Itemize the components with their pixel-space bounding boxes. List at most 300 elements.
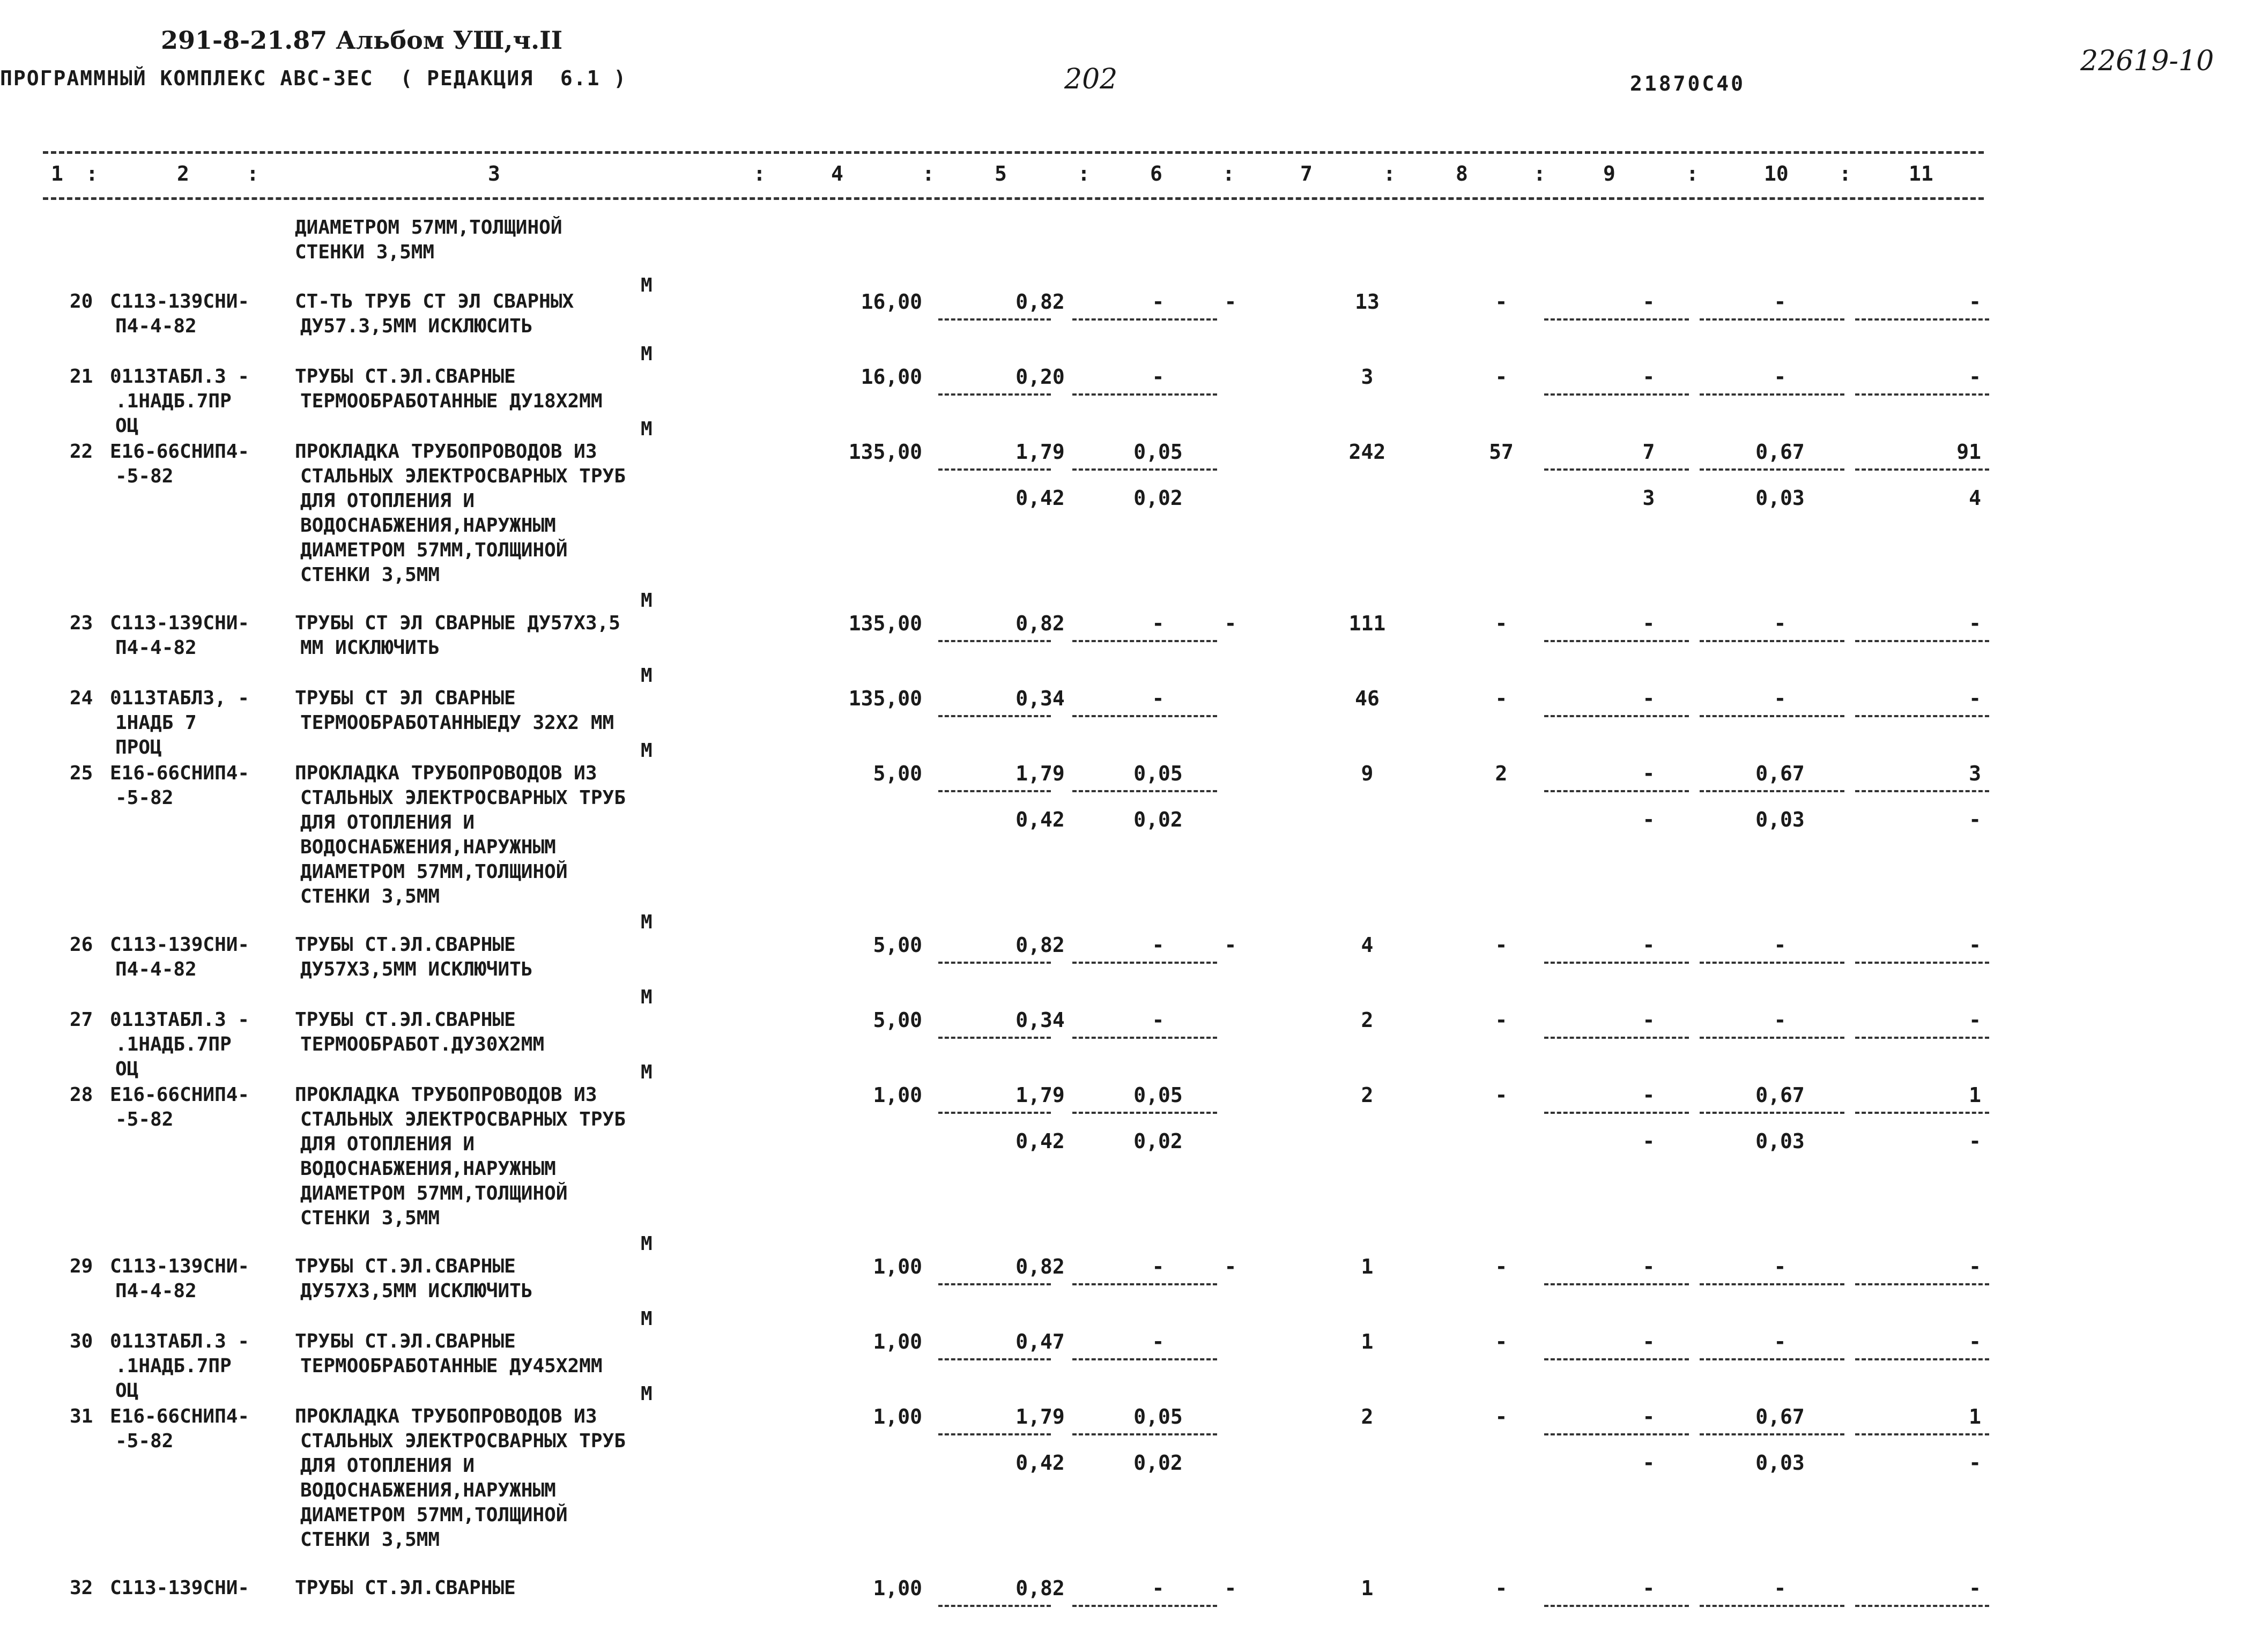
col-5-value-2: 0,42 [1015, 1129, 1065, 1153]
sub-rule [1544, 1605, 1689, 1607]
col-10-value: 0,67 [1755, 1083, 1805, 1107]
sub-rule [1855, 1283, 1989, 1285]
sub-rule [1700, 1358, 1844, 1360]
sub-rule [1544, 790, 1689, 792]
col-9-value-2: - [1642, 1129, 1655, 1153]
column-separator: : [922, 162, 935, 185]
unit-marker: М [641, 418, 653, 440]
row-number: 32 [70, 1577, 93, 1599]
sub-rule [1700, 1433, 1844, 1435]
sub-rule [1855, 468, 1989, 471]
norm-code: 0113ТАБЛ.3 - [110, 366, 250, 388]
col-4-quantity: 5,00 [873, 933, 922, 957]
sub-rule [938, 1037, 1051, 1039]
sub-rule [1700, 640, 1844, 642]
work-description: ДИАМЕТРОМ 57ММ,ТОЛЩИНОЙ [300, 1182, 568, 1204]
col-6-extra: - [1224, 612, 1237, 635]
column-header-4: 4 [831, 162, 843, 185]
col-11-value: 3 [1969, 762, 1981, 785]
sub-rule [1544, 1433, 1689, 1435]
norm-code: С113-139СНИ- [110, 291, 250, 312]
work-description: ВОДОСНАБЖЕНИЯ,НАРУЖНЫМ [300, 836, 556, 858]
sub-rule [1072, 468, 1217, 471]
row-number: 25 [70, 762, 93, 784]
col-11-value-2: - [1969, 1451, 1981, 1475]
unit-marker: М [641, 986, 653, 1008]
unit-marker: М [641, 665, 653, 687]
sub-rule [1544, 962, 1689, 964]
col-10-value: - [1774, 687, 1786, 710]
col-6-value: 0,05 [1133, 1405, 1183, 1428]
col-7-value: 3 [1361, 365, 1374, 389]
col-9-value: - [1642, 365, 1655, 389]
sub-rule [1072, 1112, 1217, 1114]
work-description: ТРУБЫ СТ ЭЛ СВАРНЫЕ [295, 687, 516, 709]
col-9-value: - [1642, 762, 1655, 785]
column-header-6: 6 [1150, 162, 1162, 185]
sub-rule [1700, 962, 1844, 964]
unit-marker: М [641, 911, 653, 933]
col-5-value: 0,82 [1015, 1576, 1065, 1600]
col-5-value: 1,79 [1015, 762, 1065, 785]
row-number: 20 [70, 291, 93, 312]
column-header-3: 3 [488, 162, 500, 185]
sub-rule [938, 318, 1051, 321]
col-8-value: - [1495, 1255, 1508, 1278]
col-11-value: - [1969, 687, 1981, 710]
col-9-value: - [1642, 612, 1655, 635]
col-4-quantity: 1,00 [873, 1405, 922, 1428]
col-11-value: - [1969, 290, 1981, 314]
work-description: ТЕРМООБРАБОТ.ДУ30Х2ММ [300, 1033, 545, 1055]
col-11-value: 1 [1969, 1083, 1981, 1107]
work-description: СТЕНКИ 3,5ММ [300, 1529, 440, 1551]
row-number: 30 [70, 1330, 93, 1352]
continuation-line: СТЕНКИ 3,5ММ [295, 241, 435, 263]
col-10-value: - [1774, 933, 1786, 957]
col-6-value: 0,05 [1133, 1083, 1183, 1107]
sub-rule [938, 962, 1051, 964]
sub-rule [938, 640, 1051, 642]
col-4-quantity: 1,00 [873, 1255, 922, 1278]
col-10-value: - [1774, 612, 1786, 635]
unit-marker: М [641, 343, 653, 365]
work-description: ТРУБЫ СТ.ЭЛ.СВАРНЫЕ [295, 934, 516, 956]
col-6-value: 0,05 [1133, 440, 1183, 464]
unit-marker: М [641, 1308, 653, 1330]
column-header-9: 9 [1603, 162, 1615, 185]
col-4-quantity: 135,00 [848, 687, 922, 710]
col-7-value: 9 [1361, 762, 1374, 785]
album-title: 291-8-21.87 Альбом УШ,ч.II [161, 26, 563, 55]
col-6-value: - [1152, 365, 1165, 389]
work-description: СТЕНКИ 3,5ММ [300, 564, 440, 586]
col-10-value: - [1774, 1255, 1786, 1278]
norm-code: Е16-66СНИП4- [110, 441, 250, 463]
row-number: 27 [70, 1009, 93, 1031]
norm-code: Е16-66СНИП4- [110, 1084, 250, 1106]
sub-rule [1855, 640, 1989, 642]
sub-rule [1544, 715, 1689, 717]
sub-rule [1072, 393, 1217, 396]
column-separator: : [1533, 162, 1546, 185]
col-6-extra: - [1224, 1255, 1237, 1278]
sub-rule [1072, 1358, 1217, 1360]
col-6-value-2: 0,02 [1133, 486, 1183, 510]
sub-rule [1544, 1037, 1689, 1039]
unit-marker: М [641, 590, 653, 612]
sub-rule [1544, 1283, 1689, 1285]
document-id: 21870С40 [1630, 72, 1746, 95]
col-6-value: - [1152, 1255, 1165, 1278]
norm-code: -5-82 [115, 787, 174, 809]
work-description: ПРОКЛАДКА ТРУБОПРОВОДОВ ИЗ [295, 1405, 597, 1427]
work-description: ДИАМЕТРОМ 57ММ,ТОЛЩИНОЙ [300, 539, 568, 561]
col-11-value: - [1969, 612, 1981, 635]
norm-code: ОЦ [115, 1058, 139, 1080]
col-10-value-2: 0,03 [1755, 486, 1805, 510]
col-8-value: - [1495, 687, 1508, 710]
col-6-value: - [1152, 1576, 1165, 1600]
sub-rule [1072, 318, 1217, 321]
column-header-8: 8 [1456, 162, 1468, 185]
column-separator: : [1383, 162, 1396, 185]
col-7-value: 111 [1348, 612, 1386, 635]
col-9-value: - [1642, 1008, 1655, 1032]
col-10-value: - [1774, 365, 1786, 389]
norm-code: П4-4-82 [115, 1280, 197, 1302]
work-description: ТРУБЫ СТ.ЭЛ.СВАРНЫЕ [295, 1009, 516, 1031]
col-5-value: 0,20 [1015, 365, 1065, 389]
col-8-value: - [1495, 1576, 1508, 1600]
col-6-value-2: 0,02 [1133, 808, 1183, 831]
col-11-value-2: - [1969, 808, 1981, 831]
sub-rule [1072, 1037, 1217, 1039]
continuation-line: ДИАМЕТРОМ 57ММ,ТОЛЩИНОЙ [295, 217, 562, 239]
col-5-value-2: 0,42 [1015, 486, 1065, 510]
work-description: ДЛЯ ОТОПЛЕНИЯ И [300, 490, 475, 512]
sub-rule [1544, 468, 1689, 471]
unit-marker: М [641, 274, 653, 296]
norm-code: -5-82 [115, 465, 174, 487]
col-7-value: 1 [1361, 1330, 1374, 1353]
page-number: 202 [1064, 63, 1118, 95]
sub-rule [1855, 715, 1989, 717]
col-7-value: 4 [1361, 933, 1374, 957]
norm-code: ПРОЦ [115, 736, 162, 758]
col-9-value-2: - [1642, 808, 1655, 831]
sub-rule [1072, 1433, 1217, 1435]
col-9-value: 7 [1642, 440, 1655, 464]
col-11-value-2: - [1969, 1129, 1981, 1153]
sub-rule [938, 393, 1051, 396]
work-description: ВОДОСНАБЖЕНИЯ,НАРУЖНЫМ [300, 1479, 556, 1501]
col-4-quantity: 5,00 [873, 1008, 922, 1032]
sub-rule [1700, 1037, 1844, 1039]
col-4-quantity: 5,00 [873, 762, 922, 785]
work-description: ПРОКЛАДКА ТРУБОПРОВОДОВ ИЗ [295, 762, 597, 784]
column-separator: : [247, 162, 259, 185]
col-6-value-2: 0,02 [1133, 1129, 1183, 1153]
col-6-value: - [1152, 687, 1165, 710]
work-description: СТЕНКИ 3,5ММ [300, 885, 440, 907]
work-description: ПРОКЛАДКА ТРУБОПРОВОДОВ ИЗ [295, 441, 597, 463]
col-4-quantity: 1,00 [873, 1576, 922, 1600]
row-number: 28 [70, 1084, 93, 1106]
col-5-value: 1,79 [1015, 440, 1065, 464]
col-5-value: 0,47 [1015, 1330, 1065, 1353]
work-description: СТАЛЬНЫХ ЭЛЕКТРОСВАРНЫХ ТРУБ [300, 1108, 626, 1130]
col-9-value: - [1642, 933, 1655, 957]
sub-rule [938, 1358, 1051, 1360]
col-6-value: - [1152, 933, 1165, 957]
col-6-value: - [1152, 290, 1165, 314]
col-10-value: - [1774, 1576, 1786, 1600]
norm-code: ОЦ [115, 415, 139, 437]
row-number: 31 [70, 1405, 93, 1427]
column-separator: : [1078, 162, 1090, 185]
work-description: СТАЛЬНЫХ ЭЛЕКТРОСВАРНЫХ ТРУБ [300, 1430, 626, 1452]
col-11-value: 91 [1956, 440, 1981, 464]
col-5-value: 0,82 [1015, 290, 1065, 314]
sub-rule [1544, 318, 1689, 321]
sub-rule [1855, 962, 1989, 964]
sub-rule [1700, 715, 1844, 717]
sub-rule [1855, 393, 1989, 396]
col-5-value-2: 0,42 [1015, 808, 1065, 831]
header-rule-top [43, 151, 1984, 154]
norm-code: -5-82 [115, 1430, 174, 1452]
col-6-extra: - [1224, 1576, 1237, 1600]
sub-rule [1072, 1283, 1217, 1285]
sub-rule [1072, 790, 1217, 792]
work-description: ТЕРМООБРАБОТАННЫЕ ДУ18Х2ММ [300, 390, 603, 412]
column-separator: : [86, 162, 98, 185]
col-8-value: - [1495, 933, 1508, 957]
col-8-value: - [1495, 612, 1508, 635]
work-description: ДЛЯ ОТОПЛЕНИЯ И [300, 1133, 475, 1155]
col-10-value-2: 0,03 [1755, 808, 1805, 831]
work-description: СТЕНКИ 3,5ММ [300, 1207, 440, 1229]
sub-rule [1855, 790, 1989, 792]
norm-code: 0113ТАБЛ.3 - [110, 1009, 250, 1031]
sub-rule [938, 468, 1051, 471]
sub-rule [938, 1433, 1051, 1435]
col-5-value: 1,79 [1015, 1083, 1065, 1107]
col-5-value: 1,79 [1015, 1405, 1065, 1428]
sub-rule [1855, 1433, 1989, 1435]
column-header-1: 1 [51, 162, 63, 185]
column-separator: : [1839, 162, 1851, 185]
norm-code: 0113ТАБЛ.3 - [110, 1330, 250, 1352]
unit-marker: М [641, 1383, 653, 1405]
column-header-11: 11 [1909, 162, 1933, 185]
norm-code: 0113ТАБЛ3, - [110, 687, 250, 709]
col-10-value: 0,67 [1755, 1405, 1805, 1428]
col-11-value: - [1969, 1008, 1981, 1032]
col-11-value: - [1969, 1576, 1981, 1600]
sub-rule [1700, 1112, 1844, 1114]
sub-rule [938, 1605, 1051, 1607]
col-4-quantity: 135,00 [848, 612, 922, 635]
col-4-quantity: 1,00 [873, 1083, 922, 1107]
sub-rule [1700, 318, 1844, 321]
unit-marker: М [641, 740, 653, 762]
row-number: 29 [70, 1255, 93, 1277]
col-5-value: 0,82 [1015, 933, 1065, 957]
sub-rule [1855, 1605, 1989, 1607]
norm-code: .1НАДБ.7ПР [115, 1355, 232, 1377]
header-rule-bottom [43, 197, 1984, 200]
col-9-value: - [1642, 687, 1655, 710]
column-header-7: 7 [1300, 162, 1313, 185]
col-8-value: - [1495, 1008, 1508, 1032]
col-4-quantity: 1,00 [873, 1330, 922, 1353]
norm-code: 1НАДБ 7 [115, 712, 197, 734]
col-5-value: 0,82 [1015, 612, 1065, 635]
col-10-value: - [1774, 290, 1786, 314]
norm-code: С113-139СНИ- [110, 1577, 250, 1599]
sub-rule [1700, 393, 1844, 396]
work-description: СТАЛЬНЫХ ЭЛЕКТРОСВАРНЫХ ТРУБ [300, 787, 626, 809]
work-description: ТРУБЫ СТ.ЭЛ.СВАРНЫЕ [295, 1255, 516, 1277]
col-5-value-2: 0,42 [1015, 1451, 1065, 1475]
col-7-value: 1 [1361, 1255, 1374, 1278]
sub-rule [1700, 1605, 1844, 1607]
sub-rule [938, 790, 1051, 792]
work-description: ТРУБЫ СТ.ЭЛ.СВАРНЫЕ [295, 1577, 516, 1599]
work-description: ДЛЯ ОТОПЛЕНИЯ И [300, 1455, 475, 1477]
col-8-value: 2 [1495, 762, 1508, 785]
column-separator: : [1686, 162, 1699, 185]
col-8-value: - [1495, 1330, 1508, 1353]
work-description: ВОДОСНАБЖЕНИЯ,НАРУЖНЫМ [300, 1158, 556, 1180]
column-separator: : [1222, 162, 1235, 185]
col-4-quantity: 16,00 [861, 365, 922, 389]
col-5-value: 0,34 [1015, 687, 1065, 710]
col-8-value: 57 [1489, 440, 1514, 464]
sub-rule [938, 1112, 1051, 1114]
col-9-value-2: - [1642, 1451, 1655, 1475]
sub-rule [1700, 790, 1844, 792]
col-9-value-2: 3 [1642, 486, 1655, 510]
sub-rule [938, 715, 1051, 717]
col-9-value: - [1642, 1576, 1655, 1600]
sub-rule [1855, 1112, 1989, 1114]
col-4-quantity: 16,00 [861, 290, 922, 314]
norm-code: С113-139СНИ- [110, 934, 250, 956]
sub-rule [1072, 962, 1217, 964]
col-7-value: 13 [1355, 290, 1380, 314]
col-7-value: 242 [1348, 440, 1386, 464]
col-7-value: 46 [1355, 687, 1380, 710]
col-10-value: 0,67 [1755, 440, 1805, 464]
col-9-value: - [1642, 290, 1655, 314]
work-description: ДЛЯ ОТОПЛЕНИЯ И [300, 812, 475, 834]
norm-code: П4-4-82 [115, 637, 197, 659]
col-9-value: - [1642, 1083, 1655, 1107]
col-11-value: - [1969, 365, 1981, 389]
sub-rule [938, 1283, 1051, 1285]
program-title: ПРОГРАММНЫЙ КОМПЛЕКС АВС-ЗЕС ( РЕДАКЦИЯ 6.1 ) [0, 66, 627, 90]
col-11-value: 1 [1969, 1405, 1981, 1428]
sub-rule [1544, 1112, 1689, 1114]
col-10-value: 0,67 [1755, 762, 1805, 785]
sub-rule [1700, 468, 1844, 471]
col-6-value: - [1152, 1008, 1165, 1032]
work-description: ТРУБЫ СТ.ЭЛ.СВАРНЫЕ [295, 366, 516, 388]
work-description: СТАЛЬНЫХ ЭЛЕКТРОСВАРНЫХ ТРУБ [300, 465, 626, 487]
sub-rule [1544, 1358, 1689, 1360]
handwritten-stamp: 22619-10 [2080, 45, 2214, 77]
norm-code: .1НАДБ.7ПР [115, 390, 232, 412]
col-11-value: - [1969, 933, 1981, 957]
sub-rule [1544, 393, 1689, 396]
norm-code: П4-4-82 [115, 315, 197, 337]
work-description: ДУ57.3,5ММ ИСКЛЮСИТЬ [300, 315, 533, 337]
column-header-10: 10 [1764, 162, 1789, 185]
col-9-value: - [1642, 1330, 1655, 1353]
col-6-value-2: 0,02 [1133, 1451, 1183, 1475]
norm-code: -5-82 [115, 1108, 174, 1130]
work-description: ТЕРМООБРАБОТАННЫЕДУ 32Х2 ММ [300, 712, 614, 734]
col-7-value: 2 [1361, 1083, 1374, 1107]
sub-rule [1544, 640, 1689, 642]
col-6-extra: - [1224, 290, 1237, 314]
column-separator: : [753, 162, 766, 185]
sub-rule [1072, 1605, 1217, 1607]
norm-code: ОЦ [115, 1380, 139, 1402]
work-description: ТЕРМООБРАБОТАННЫЕ ДУ45Х2ММ [300, 1355, 603, 1377]
unit-marker: М [641, 1061, 653, 1083]
work-description: ДУ57Х3,5ММ ИСКЛЮЧИТЬ [300, 958, 533, 980]
row-number: 23 [70, 612, 93, 634]
col-8-value: - [1495, 1405, 1508, 1428]
col-11-value: - [1969, 1330, 1981, 1353]
norm-code: .1НАДБ.7ПР [115, 1033, 232, 1055]
column-header-2: 2 [177, 162, 189, 185]
col-11-value: - [1969, 1255, 1981, 1278]
norm-code: С113-139СНИ- [110, 1255, 250, 1277]
work-description: ДУ57Х3,5ММ ИСКЛЮЧИТЬ [300, 1280, 533, 1302]
unit-marker: М [641, 1233, 653, 1255]
work-description: ММ ИСКЛЮЧИТЬ [300, 637, 440, 659]
col-5-value: 0,82 [1015, 1255, 1065, 1278]
norm-code: Е16-66СНИП4- [110, 762, 250, 784]
col-8-value: - [1495, 365, 1508, 389]
work-description: ПРОКЛАДКА ТРУБОПРОВОДОВ ИЗ [295, 1084, 597, 1106]
col-6-extra: - [1224, 933, 1237, 957]
norm-code: П4-4-82 [115, 958, 197, 980]
work-description: СТ-ТЬ ТРУБ СТ ЭЛ СВАРНЫХ [295, 291, 574, 312]
work-description: ТРУБЫ СТ.ЭЛ.СВАРНЫЕ [295, 1330, 516, 1352]
col-6-value: 0,05 [1133, 762, 1183, 785]
sub-rule [1855, 1037, 1989, 1039]
col-11-value-2: 4 [1969, 486, 1981, 510]
sub-rule [1855, 318, 1989, 321]
col-9-value: - [1642, 1255, 1655, 1278]
col-4-quantity: 135,00 [848, 440, 922, 464]
sub-rule [1072, 715, 1217, 717]
row-number: 26 [70, 934, 93, 956]
col-6-value: - [1152, 1330, 1165, 1353]
column-header-5: 5 [995, 162, 1007, 185]
work-description: ВОДОСНАБЖЕНИЯ,НАРУЖНЫМ [300, 515, 556, 537]
work-description: ДИАМЕТРОМ 57ММ,ТОЛЩИНОЙ [300, 1504, 568, 1526]
col-8-value: - [1495, 290, 1508, 314]
col-9-value: - [1642, 1405, 1655, 1428]
row-number: 24 [70, 687, 93, 709]
